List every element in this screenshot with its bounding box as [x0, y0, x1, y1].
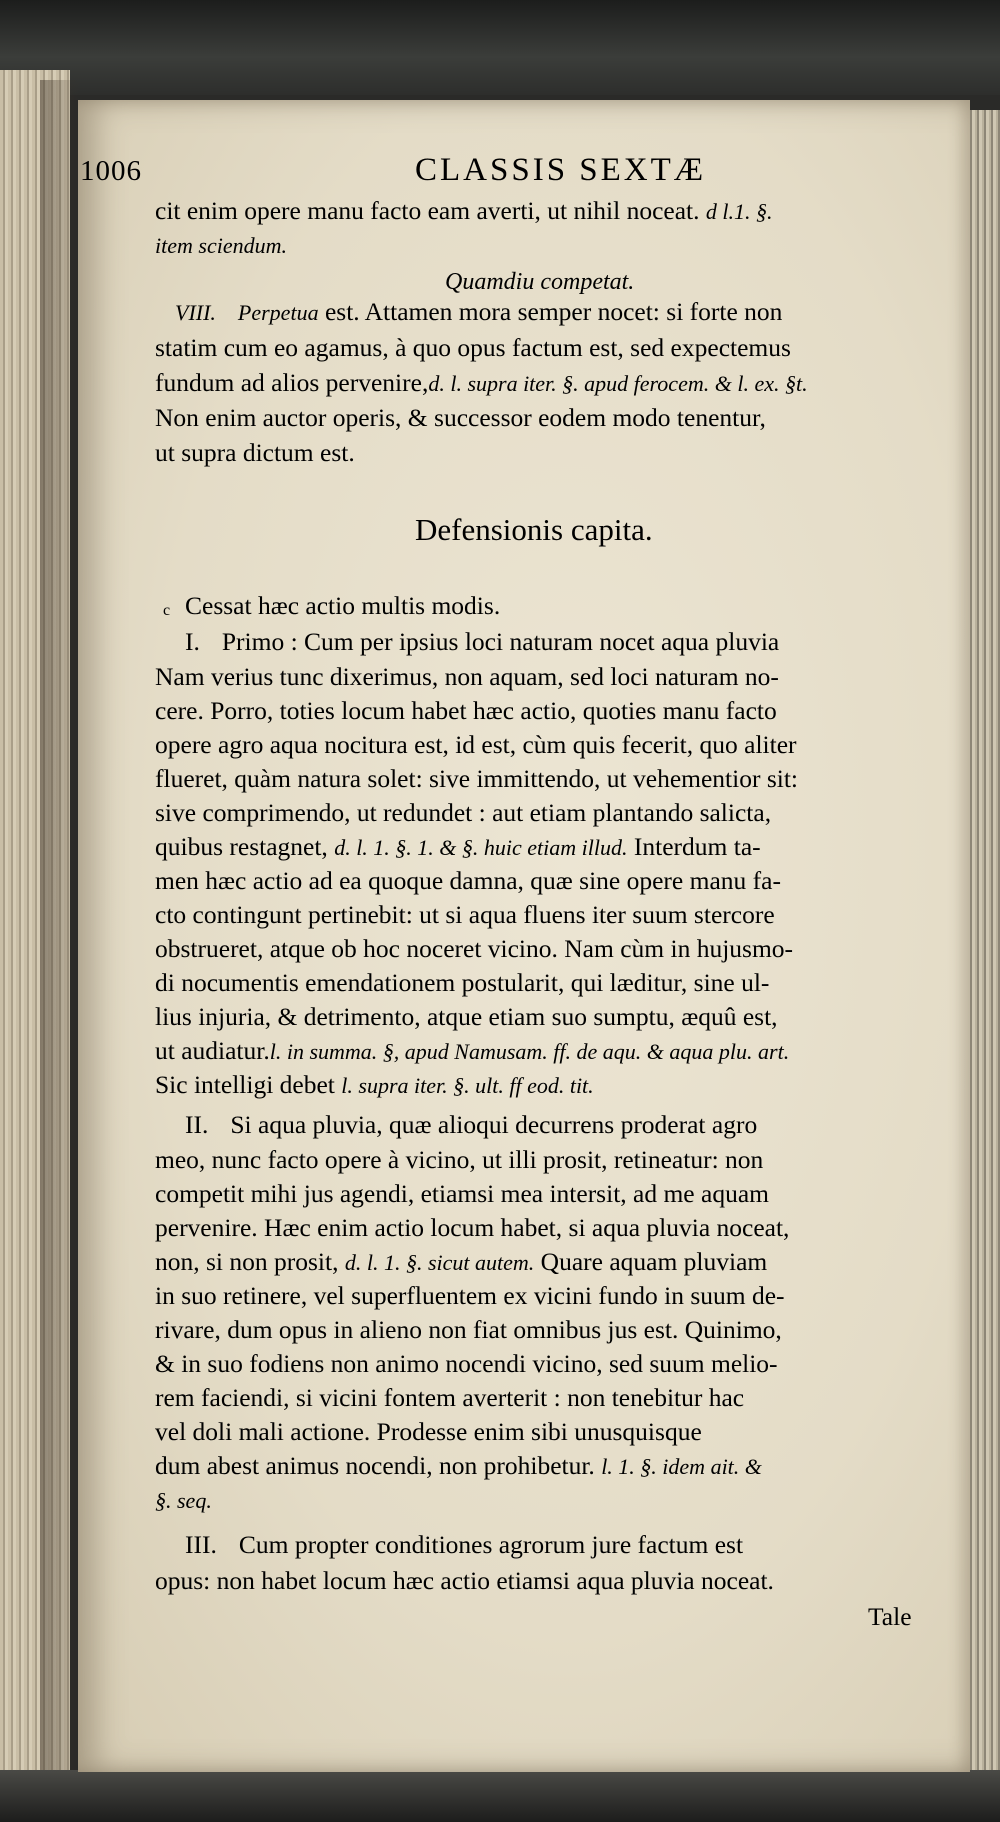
text-line: cto contingunt pertinebit: ut si aqua fluens iter suum stercore [155, 900, 775, 929]
text-line: cit enim opere manu facto eam averti, ut nihil noceat. d l.1. §. [155, 196, 773, 225]
background-bottom [0, 1770, 1000, 1822]
text-line: quibus restagnet, d. l. 1. §. 1. & §. huic etiam illud. Interdum ta- [155, 832, 761, 861]
text-line: III. Cum propter conditiones agrorum jure factum est [185, 1530, 744, 1559]
text-line: Sic intelligi debet l. supra iter. §. ult. ff eod. tit. [155, 1070, 594, 1099]
running-title: CLASSIS SEXTÆ [415, 152, 707, 188]
catchword: Tale [868, 1602, 912, 1631]
text-line: opus: non habet locum hæc actio etiamsi aqua pluvia noceat. [155, 1566, 774, 1595]
text-line: in suo retinere, vel superfluentem ex vicini fundo in suum de- [155, 1281, 785, 1310]
right-page-edges [968, 110, 1000, 1770]
text-line: ut supra dictum est. [155, 438, 355, 467]
text-line: §. seq. [155, 1488, 212, 1513]
text-line: rivare, dum opus in alieno non fiat omnibus jus est. Quinimo, [155, 1315, 782, 1344]
text-line: dum abest animus nocendi, non prohibetur. l. 1. §. idem ait. & [155, 1451, 762, 1480]
text-line: VIII. Perpetua est. Attamen mora semper nocet: si forte non [175, 297, 783, 326]
text-line: pervenire. Hæc enim actio locum habet, si aqua pluvia noceat, [155, 1213, 790, 1242]
text-line: statim cum eo agamus, à quo opus factum est, sed expectemus [155, 333, 791, 362]
text-line: vel doli mali actione. Prodesse enim sibi unusquisque [155, 1417, 702, 1446]
text-line: sive comprimendo, ut redundet : aut etiam plantando salicta, [155, 798, 772, 827]
text-line: fundum ad alios pervenire,d. l. supra iter. §. apud ferocem. & l. ex. §t. [155, 368, 808, 397]
spine-shadow [40, 80, 80, 1770]
text-line: rem faciendi, si vicini fontem averterit : non tenebitur hac [155, 1383, 745, 1412]
text-line: flueret, quàm natura solet: sive immittendo, ut vehementior sit: [155, 764, 799, 793]
text-line: & in suo fodiens non animo nocendi vicino, sed suum melio- [155, 1349, 778, 1378]
text-line: non, si non prosit, d. l. 1. §. sicut autem. Quare aquam pluviam [155, 1247, 768, 1276]
text-line: item sciendum. [155, 233, 287, 258]
text-line: Non enim auctor operis, & successor eodem modo tenentur, [155, 403, 766, 432]
text-line: opere agro aqua nocitura est, id est, cùm quis fecerit, quo aliter [155, 730, 797, 759]
text-line: Nam verius tunc dixerimus, non aquam, sed loci naturam no- [155, 662, 779, 691]
text-line: II. Si aqua pluvia, quæ alioqui decurrens proderat agro [185, 1110, 758, 1139]
text-line: cere. Porro, toties locum habet hæc actio, quoties manu facto [155, 696, 777, 725]
text-line: Cessat hæc actio multis modis. [185, 591, 501, 620]
text-line: lius injuria, & detrimento, atque etiam suo sumptu, æquû est, [155, 1002, 778, 1031]
margin-mark: c [163, 602, 171, 619]
subheading: Quamdiu competat. [445, 269, 635, 295]
text-line: obstrueret, atque ob hoc noceret vicino. Nam cùm in hujusmo- [155, 934, 794, 963]
text-line: men hæc actio ad ea quoque damna, quæ sine opere manu fa- [155, 866, 781, 895]
text-line: I. Primo : Cum per ipsius loci naturam nocet aqua pluvia [185, 627, 780, 656]
text-line: competit mihi jus agendi, etiamsi mea intersit, ad me aquam [155, 1179, 769, 1208]
section-heading: Defensionis capita. [415, 512, 653, 547]
background-top [0, 0, 1000, 95]
text-line: ut audiatur.l. in summa. §, apud Namusam. ff. de aqu. & aqua plu. art. [155, 1036, 790, 1065]
text-line: di nocumentis emendationem postularit, qui læditur, sine ul- [155, 968, 770, 997]
page-number: 1006 [80, 155, 142, 187]
text-line: meo, nunc facto opere à vicino, ut illi prosit, retineatur: non [155, 1145, 764, 1174]
